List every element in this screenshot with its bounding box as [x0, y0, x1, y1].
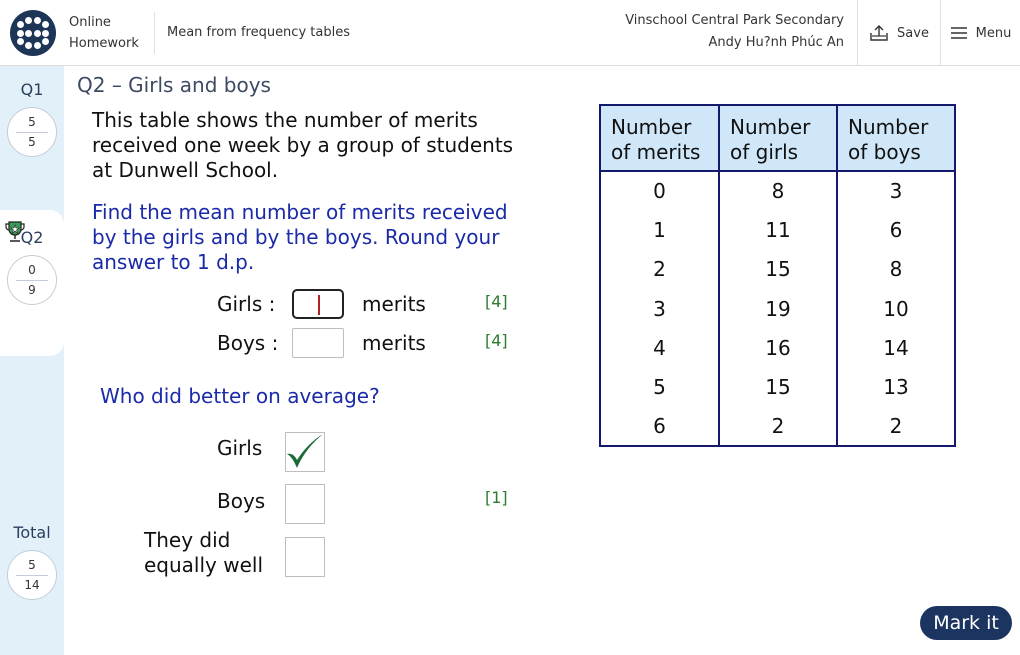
merits-table [599, 104, 956, 447]
option-equal-line2: equally well [144, 553, 264, 577]
boys-answer-input[interactable] [292, 328, 344, 358]
table-cell: 6 [600, 407, 719, 446]
sidebar-item-label: Q2 [20, 228, 44, 247]
table-header-row [600, 105, 955, 171]
option-equal-line1: They did [144, 528, 231, 552]
option-girls-label: Girls [217, 436, 263, 460]
sidebar-item-label: Q1 [20, 80, 44, 99]
table-cell: 16 [719, 328, 837, 367]
table-cell: 0 [600, 171, 719, 210]
table-cell: 2 [600, 250, 719, 289]
question-title: Q2 – Girls and boys [77, 73, 271, 97]
table-cell: 6 [837, 210, 955, 249]
boys-marks: [4] [485, 331, 508, 350]
table-cell: 14 [837, 328, 955, 367]
score-circle [7, 107, 57, 157]
app-name-line1: Online [69, 15, 111, 30]
question-sidebar [0, 66, 64, 655]
sidebar-total [0, 523, 64, 600]
option-boys-checkbox[interactable] [285, 484, 325, 524]
top-header [0, 0, 1020, 66]
table-row [600, 328, 955, 367]
table-cell: 10 [837, 289, 955, 328]
question-text: This table shows the number of merits received one week by a group of students at Dunwell School. [92, 108, 514, 182]
logo-icon[interactable] [10, 10, 56, 56]
mark-it-button[interactable]: Mark it [920, 606, 1012, 640]
table-cell: 8 [837, 250, 955, 289]
table-cell: 2 [719, 407, 837, 446]
upload-icon [869, 24, 889, 42]
table-header: Number of merits [600, 105, 719, 171]
save-button[interactable] [858, 0, 940, 66]
table-row [600, 250, 955, 289]
sidebar-item-q1[interactable] [0, 80, 64, 157]
who-prompt: Who did better on average? [100, 384, 380, 408]
girls-answer-label: Girls : [217, 292, 276, 316]
table-cell: 5 [600, 367, 719, 406]
header-divider [154, 12, 155, 54]
student-name: Andy Hu?nh Phúc An [708, 35, 844, 50]
table-cell: 11 [719, 210, 837, 249]
score-value: 5 [28, 115, 36, 129]
boys-unit: merits [362, 331, 426, 355]
table-cell: 2 [837, 407, 955, 446]
score-circle [7, 550, 57, 600]
score-value: 0 [28, 263, 36, 277]
question-instruction: Find the mean number of merits received by the girls and by the boys. Round your answer to 1 d.p. [92, 200, 508, 274]
table-row [600, 289, 955, 328]
table-cell: 13 [837, 367, 955, 406]
table-row [600, 171, 955, 210]
table-cell: 15 [719, 250, 837, 289]
checkmark-icon [285, 432, 325, 472]
option-girls-checkbox[interactable] [285, 432, 325, 472]
table-cell: 3 [837, 171, 955, 210]
score-circle [7, 255, 57, 305]
girls-answer-input[interactable] [292, 289, 344, 319]
score-total: 5 [28, 135, 36, 149]
total-score-total: 14 [24, 578, 40, 592]
score-total: 9 [28, 283, 36, 297]
text-caret [318, 295, 320, 315]
school-name: Vinschool Central Park Secondary [625, 13, 844, 28]
save-label: Save [897, 25, 929, 41]
who-marks: [1] [485, 488, 508, 507]
table-cell: 1 [600, 210, 719, 249]
table-header: Number of boys [837, 105, 955, 171]
sidebar-item-q2[interactable] [0, 228, 64, 305]
option-equal-label [144, 528, 263, 578]
school-info [625, 10, 844, 54]
option-equal-checkbox[interactable] [285, 537, 325, 577]
table-header: Number of girls [719, 105, 837, 171]
boys-answer-label: Boys : [217, 331, 279, 355]
girls-unit: merits [362, 292, 426, 316]
total-score-value: 5 [28, 558, 36, 572]
table-cell: 15 [719, 367, 837, 406]
homework-title: Mean from frequency tables [167, 25, 350, 40]
table-row [600, 210, 955, 249]
menu-button[interactable] [941, 0, 1020, 66]
table-cell: 4 [600, 328, 719, 367]
table-cell: 8 [719, 171, 837, 210]
table-cell: 19 [719, 289, 837, 328]
total-label: Total [13, 523, 51, 542]
girls-marks: [4] [485, 292, 508, 311]
table-cell: 3 [600, 289, 719, 328]
app-name-line2: Homework [69, 36, 139, 51]
table-row [600, 367, 955, 406]
table-row [600, 407, 955, 446]
app-name [69, 12, 139, 54]
menu-label: Menu [975, 25, 1012, 41]
hamburger-icon [950, 26, 968, 40]
option-boys-label: Boys [217, 489, 266, 513]
